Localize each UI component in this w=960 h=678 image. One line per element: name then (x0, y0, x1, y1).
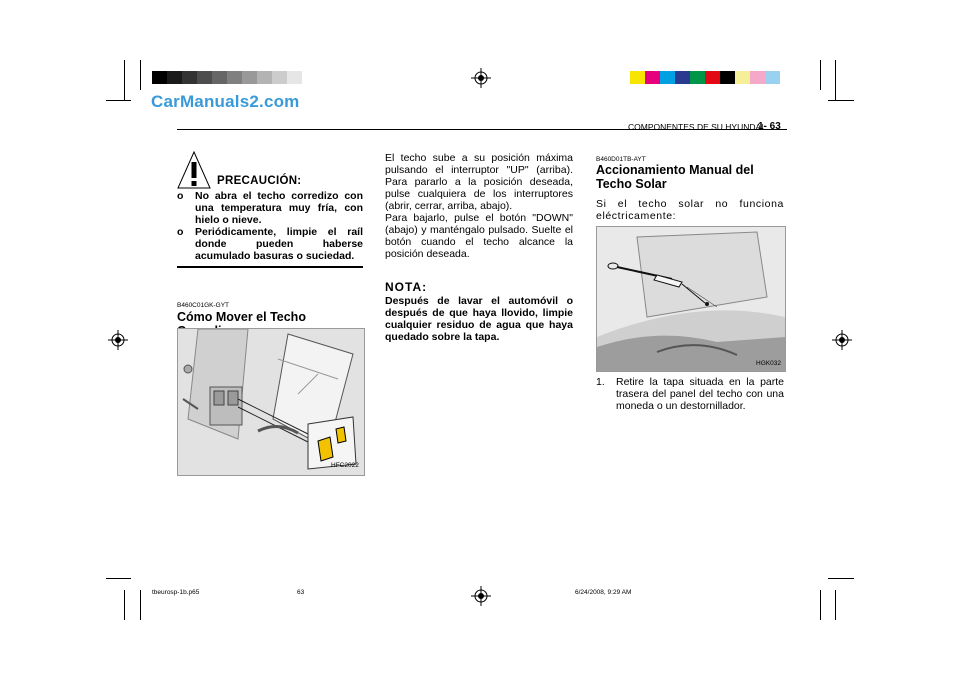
crop-mark (828, 100, 854, 101)
step-list (596, 376, 784, 412)
crop-mark (124, 590, 125, 620)
swatch (257, 71, 272, 84)
note-body: Después de lavar el automóvil o después de que haya llovido, limpie cualquier residuo de agua que haya quedado sobre la tapa. (385, 295, 573, 343)
section-title: COMPONENTES DE SU HYUNDAI (628, 122, 764, 132)
sunroof-switch-drawing (178, 329, 364, 475)
crop-mark (140, 60, 141, 90)
watermark: CarManuals2.com (151, 92, 300, 111)
color-calibration-bar (630, 71, 795, 84)
crop-mark (835, 590, 836, 620)
swatch (212, 71, 227, 84)
swatch (660, 71, 675, 84)
swatch (242, 71, 257, 84)
footer-page: 63 (297, 589, 305, 596)
swatch (720, 71, 735, 84)
crop-mark (820, 590, 821, 620)
swatch (302, 71, 317, 84)
crop-mark (835, 60, 836, 100)
paragraph: El techo sube a su posición máxima pulsando el interruptor "UP" (arriba). Para pararlo a la posición deseada, pulse cualquiera de los interruptores (abrir, cerrar, arriba, abajo). (385, 152, 573, 212)
swatch (675, 71, 690, 84)
section-code: B460D01TB-AYT (596, 156, 646, 163)
paragraph: Si el techo solar no funciona eléctricamente: (596, 198, 784, 222)
bullet: o (177, 226, 184, 238)
swatch (272, 71, 287, 84)
registration-mark-icon (471, 586, 491, 606)
swatch (735, 71, 750, 84)
swatch (690, 71, 705, 84)
swatch (780, 71, 795, 84)
sunroof-crank-drawing (597, 227, 785, 371)
step-text: Retire la tapa situada en la parte trasera del panel del techo con una moneda o un destornillador. (616, 376, 784, 412)
swatch (750, 71, 765, 84)
crop-mark (106, 100, 131, 101)
registration-mark-icon (471, 68, 491, 88)
paragraph: Para bajarlo, pulse el botón "DOWN" (abajo) y manténgalo pulsado. Suelte el botón cuando el techo alcance la posición deseada. (385, 212, 573, 260)
section-heading: Accionamiento Manual del Techo Solar (596, 163, 754, 191)
note-title: NOTA: (385, 280, 428, 294)
step-item (596, 376, 784, 412)
caution-item (177, 190, 363, 226)
caution-item (177, 226, 363, 262)
swatch (197, 71, 212, 84)
swatch (287, 71, 302, 84)
crop-mark (106, 578, 131, 579)
registration-mark-icon (832, 330, 852, 350)
swatch (645, 71, 660, 84)
caution-item-text: No abra el techo corredizo con una temperatura muy fría, con hielo o nieve. (195, 190, 363, 226)
bullet: o (177, 190, 184, 202)
section-code: B460C01GK-GYT (177, 302, 230, 309)
swatch (182, 71, 197, 84)
caution-item-text: Periódicamente, limpie el raíl donde pueden haberse acumulado basuras o suciedad. (195, 226, 363, 262)
registration-mark-icon (108, 330, 128, 350)
crop-mark (820, 60, 821, 90)
footer-file: tbeurosp-1b.p65 (152, 589, 200, 596)
crop-mark (828, 578, 854, 579)
warning-triangle-icon (177, 150, 211, 190)
swatch (227, 71, 242, 84)
swatch (167, 71, 182, 84)
step-number: 1. (596, 376, 605, 388)
crop-mark (140, 590, 141, 620)
caution-list (177, 190, 363, 262)
crop-mark (124, 60, 125, 100)
grayscale-bar (152, 71, 317, 84)
footer-date: 6/24/2008, 9:29 AM (575, 589, 632, 596)
figure-label: HFC2022 (331, 462, 359, 469)
swatch (765, 71, 780, 84)
sunroof-manual-crank-illustration (596, 226, 786, 372)
figure-label: HGK032 (756, 360, 781, 367)
caution-title: PRECAUCIÓN: (217, 175, 302, 187)
swatch (630, 71, 645, 84)
swatch (705, 71, 720, 84)
sunroof-switch-illustration (177, 328, 365, 476)
page-number: 1- 63 (758, 121, 781, 132)
section-heading: Cómo Mover el Techo (177, 310, 306, 324)
swatch (152, 71, 167, 84)
